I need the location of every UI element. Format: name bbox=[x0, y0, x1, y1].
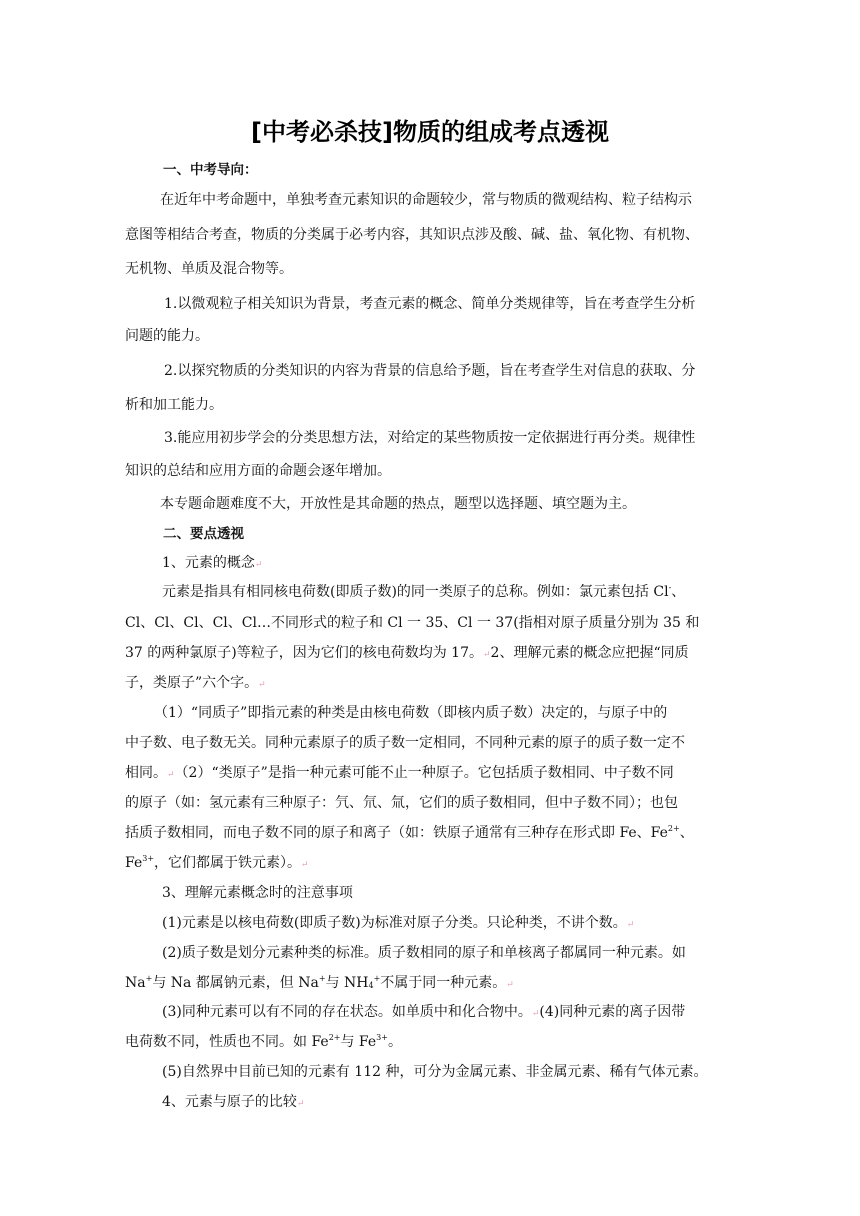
paragraph-mark-icon: ↵ bbox=[531, 1009, 540, 1019]
paragraph-mark-icon: ↵ bbox=[254, 560, 263, 570]
point-3-line-1: 3.能应用初步学会的分类思想方法，对给定的某些物质按一定依据进行再分类。规律性 bbox=[164, 430, 696, 446]
note-1: (1)元素是以核电荷数(即质子数)为标准对原子分类。只论种类，不讲个数。↵ bbox=[162, 915, 635, 931]
intro-line-2: 意图等相结合考查，物质的分类属于必考内容，其知识点涉及酸、碱、盐、氧化物、有机物、 bbox=[125, 227, 699, 243]
paragraph-mark-icon: ↵ bbox=[483, 650, 491, 660]
point-2-line-2: 析和加工能力。 bbox=[125, 397, 223, 413]
paragraph-mark-icon: ↵ bbox=[296, 1099, 305, 1109]
paragraph-mark-icon: ↵ bbox=[301, 860, 309, 870]
point-1-line-2: 问题的能力。 bbox=[125, 328, 209, 344]
paragraph-mark-icon: ↵ bbox=[258, 680, 266, 690]
section-heading-1: 一、中考导向： bbox=[163, 162, 258, 178]
note-3-line-1: (3)同种元素可以有不同的存在状态。如单质中和化合物中。↵(4)同种元素的离子因带 bbox=[162, 1004, 686, 1020]
note-5: (5)自然界中目前已知的元素有 112 种，可分为金属元素、非金属元素、稀有气体元素。 bbox=[162, 1064, 708, 1080]
same-proton-line-4: 的原子（如：氢元素有三种原子：氕、氘、氚，它们的质子数相同，但中子数不同）；也包 bbox=[125, 795, 678, 811]
point-2-line-1: 2.以探究物质的分类知识的内容为背景的信息给予题，旨在考查学生对信息的获取、分 bbox=[164, 363, 696, 379]
intro-line-3: 无机物、单质及混合物等。 bbox=[125, 261, 293, 277]
note-2-line-1: (2)质子数是划分元素种类的标准。质子数相同的原子和单核离子都属同一种元素。如 bbox=[162, 945, 686, 961]
definition-line-2: Cl、Cl、Cl、Cl、Cl…不同形式的粒子和 Cl 一 35、Cl 一 37(指相对原子质量分别为 35 和 bbox=[125, 615, 700, 631]
paragraph-mark-icon: ↵ bbox=[167, 770, 175, 780]
subheading-1: 1、元素的概念↵ bbox=[162, 555, 263, 571]
same-proton-line-2: 中子数、电子数无关。同种元素原子的质子数一定相同，不同种元素的原子的质子数一定不 bbox=[125, 735, 685, 751]
definition-line-3: 37 的两种氯原子)等粒子，因为它们的核电荷数均为 17。↵2、理解元素的概念应把握“同质 bbox=[125, 645, 689, 661]
subheading-4: 4、元素与原子的比较↵ bbox=[162, 1094, 305, 1110]
note-2-line-2: Na+与 Na 都属钠元素，但 Na+与 $NH_4^+$不属于同一种元素。↵ bbox=[125, 974, 514, 991]
note-4-line-2: 电荷数不同，性质也不同。如 $Fe^{2+}$与 $Fe^{3+}$。 bbox=[125, 1033, 402, 1050]
same-proton-line-1: （1）“同质子”即指元素的种类是由核电荷数（即核内质子数）决定的，与原子中的 bbox=[154, 705, 668, 721]
page-title: [中考必杀技]物质的组成考点透视 bbox=[251, 118, 609, 146]
same-proton-line-5: 括质子数相同，而电子数不同的原子和离子（如：铁原子通常有三种存在形式即 Fe、$Fe^{2+}$、 bbox=[125, 824, 694, 841]
point-3-line-2: 知识的总结和应用方面的命题会逐年增加。 bbox=[125, 463, 391, 479]
point-1-line-1: 1.以微观粒子相关知识为背景，考查元素的概念、简单分类规律等，旨在考查学生分析 bbox=[164, 296, 696, 312]
summary-line: 本专题命题难度不大，开放性是其命题的热点，题型以选择题、填空题为主。 bbox=[160, 496, 636, 512]
intro-line-1: 在近年中考命题中，单独考查元素知识的命题较少，常与物质的微观结构、粒子结构示 bbox=[160, 192, 692, 208]
paragraph-mark-icon: ↵ bbox=[506, 980, 514, 990]
paragraph-mark-icon: ↵ bbox=[626, 920, 635, 930]
section-heading-2: 二、要点透视 bbox=[163, 526, 244, 542]
subheading-3: 3、理解元素概念时的注意事项 bbox=[162, 885, 353, 901]
definition-line-4: 子，类原子”六个字。↵ bbox=[125, 675, 266, 691]
same-proton-line-3: 相同。↵（2）“类原子”是指一种元素可能不止一种原子。它包括质子数相同、中子数不同 bbox=[125, 765, 674, 781]
same-proton-line-6: $Fe^{3+}$，它们都属于铁元素）。↵ bbox=[125, 854, 309, 871]
definition-line-1: 元素是指具有相同核电荷数(即质子数)的同一类原子的总称。例如：氯元素包括 Cl-、 bbox=[162, 583, 686, 600]
